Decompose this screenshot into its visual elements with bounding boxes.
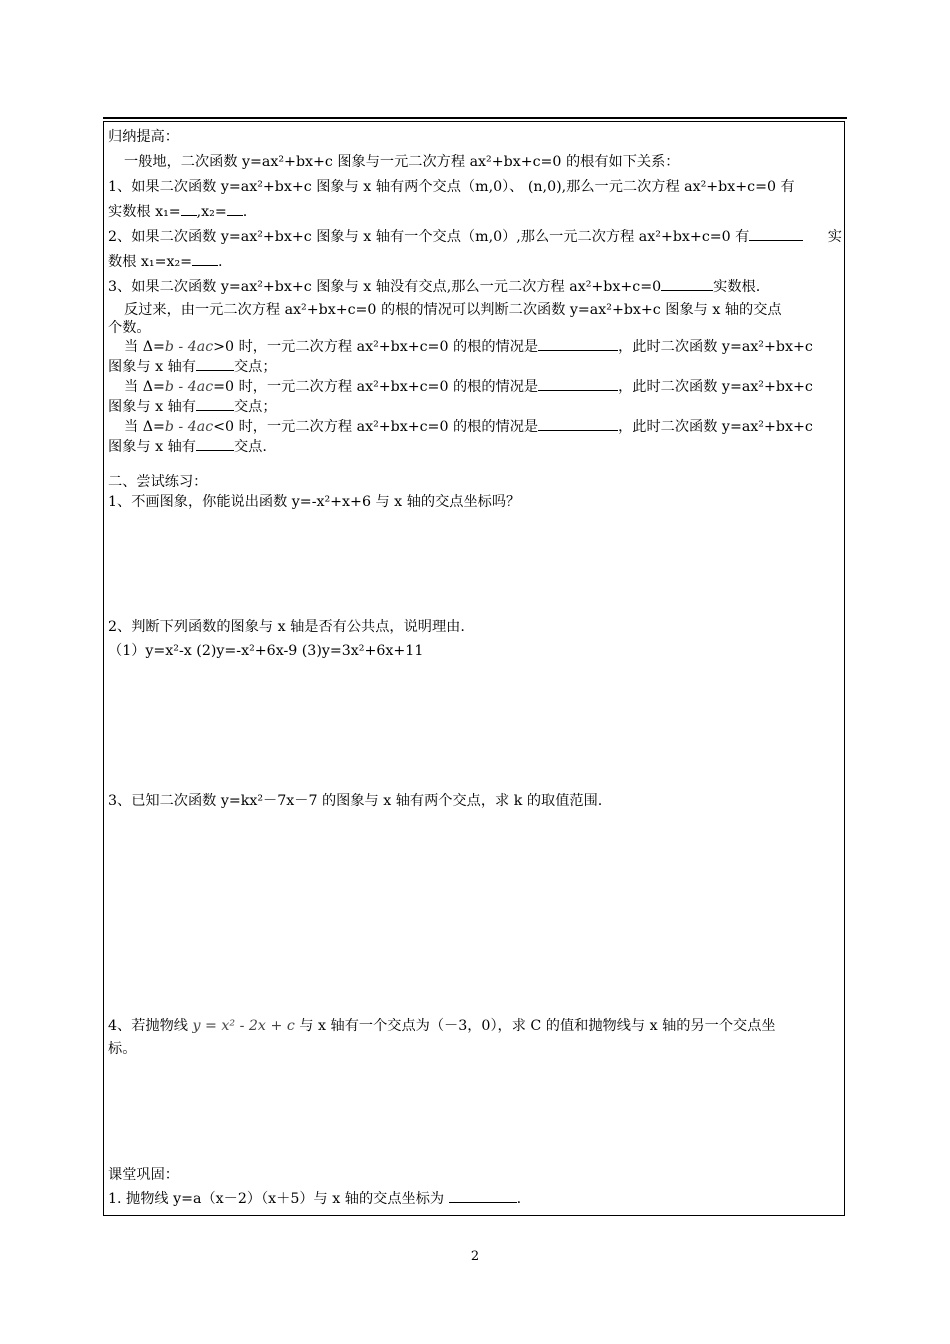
discriminant-formula: b - 4ac	[164, 379, 214, 395]
consolidation-heading: 课堂巩固：	[108, 1167, 179, 1183]
question-4-line2: 标。	[108, 1041, 137, 1057]
case2-condition: =0 时，一元二次方程 ax²+bx+c=0 的根的情况是	[213, 379, 539, 395]
reverse-line2: 个数。	[108, 320, 151, 336]
case3-intersections-label: 图象与 x 轴有	[108, 439, 196, 455]
case1-end: 交点；	[233, 359, 277, 375]
item1-end: .	[242, 204, 248, 220]
question-2-items: （1）y=x²-x (2)y=-x²+6x-9 (3)y=3x²+6x+11	[108, 643, 424, 659]
blank-item2-roots[interactable]	[749, 227, 803, 241]
question-2: 2、判断下列函数的图象与 x 轴是否有公共点，说明理由.	[108, 619, 465, 635]
question-4-text: 与 x 轴有一个交点为（－3，0），求 C 的值和抛物线与 x 轴的另一个交点坐	[294, 1018, 776, 1034]
consolidation-item-1-end: .	[516, 1191, 522, 1207]
blank-x2[interactable]	[227, 202, 243, 216]
case3-condition: <0 时，一元二次方程 ax²+bx+c=0 的根的情况是	[213, 419, 539, 435]
case2-line2	[108, 397, 842, 417]
item1-x2-label: ,x₂=	[196, 204, 227, 220]
case3-delta: 当 Δ=	[124, 419, 165, 435]
case2-line1	[108, 377, 842, 397]
page-number: 2	[470, 1249, 480, 1264]
reverse-line1: 反过来，由一元二次方程 ax²+bx+c=0 的根的情况可以判断二次函数 y=ax²+bx+c 图象与 x 轴的交点	[124, 302, 782, 318]
summary-heading: 归纳提高：	[108, 129, 179, 145]
item2-roots-label: 数根 x₁=x₂=	[108, 254, 193, 270]
consolidation-item-1	[108, 1189, 842, 1209]
item2-text: 2、如果二次函数 y=ax²+bx+c 图象与 x 轴有一个交点（m,0）,那么一元二次方程 ax²+bx+c=0 有	[108, 229, 750, 245]
section-practice-heading: 二、尝试练习：	[108, 474, 208, 490]
consolidation-item-1-text: 1. 抛物线 y=a（x－2）（x＋5）与 x 轴的交点坐标为	[108, 1191, 449, 1207]
discriminant-formula: b - 4ac	[164, 339, 214, 355]
discriminant-formula: b - 4ac	[164, 419, 214, 435]
case1-intersections-label: 图象与 x 轴有	[108, 359, 196, 375]
parabola-formula: y = x² - 2x + c	[192, 1018, 295, 1034]
item2-line2	[108, 252, 842, 272]
item3-end: 实数根.	[713, 279, 761, 295]
blank-item2-value[interactable]	[192, 252, 218, 266]
question-4-line1	[108, 1016, 842, 1036]
blank-consolidation-1[interactable]	[449, 1189, 517, 1203]
question-3: 3、已知二次函数 y=kx²－7x－7 的图象与 x 轴有两个交点，求 k 的取值范围.	[108, 793, 603, 809]
blank-case3-count[interactable]	[196, 437, 234, 451]
case2-delta: 当 Δ=	[124, 379, 165, 395]
item2-end: 实	[827, 229, 842, 245]
question-1: 1、不画图象，你能说出函数 y=-x²+x+6 与 x 轴的交点坐标吗？	[108, 494, 521, 510]
item2-period: .	[218, 254, 223, 270]
blank-case1-count[interactable]	[196, 357, 234, 371]
item1-line2	[108, 202, 842, 222]
case3-post: ，此时二次函数 y=ax²+bx+c	[618, 419, 813, 435]
case1-post: ，此时二次函数 y=ax²+bx+c	[618, 339, 813, 355]
item2-line1	[108, 227, 842, 247]
blank-x1[interactable]	[181, 202, 197, 216]
case1-condition: >0 时，一元二次方程 ax²+bx+c=0 的根的情况是	[213, 339, 539, 355]
case1-delta: 当 Δ=	[124, 339, 165, 355]
case3-line1	[108, 417, 842, 437]
case3-line2	[108, 437, 842, 457]
blank-case3-roots[interactable]	[538, 417, 618, 431]
blank-case2-roots[interactable]	[538, 377, 618, 391]
case1-line2	[108, 357, 842, 377]
case2-end: 交点；	[233, 399, 277, 415]
blank-case1-roots[interactable]	[538, 337, 618, 351]
item3-line	[108, 277, 842, 297]
item3-text: 3、如果二次函数 y=ax²+bx+c 图象与 x 轴没有交点,那么一元二次方程 ax²+bx+c=0	[108, 279, 662, 295]
worksheet-box	[103, 121, 845, 1216]
item1-x1-label: 实数根 x₁=	[108, 204, 181, 220]
case2-intersections-label: 图象与 x 轴有	[108, 399, 196, 415]
blank-case2-count[interactable]	[196, 397, 234, 411]
case3-end: 交点.	[233, 439, 267, 455]
intro-text: 一般地，二次函数 y=ax²+bx+c 图象与一元二次方程 ax²+bx+c=0 的根有如下关系：	[124, 154, 680, 170]
item1-line1: 1、如果二次函数 y=ax²+bx+c 图象与 x 轴有两个交点（m,0）、 (n,0),那么一元二次方程 ax²+bx+c=0 有	[108, 179, 795, 195]
question-4-prefix: 4、若抛物线	[108, 1018, 193, 1034]
case1-line1	[108, 337, 842, 357]
case2-post: ，此时二次函数 y=ax²+bx+c	[618, 379, 813, 395]
header-rule	[103, 117, 847, 119]
blank-item3[interactable]	[661, 277, 713, 291]
